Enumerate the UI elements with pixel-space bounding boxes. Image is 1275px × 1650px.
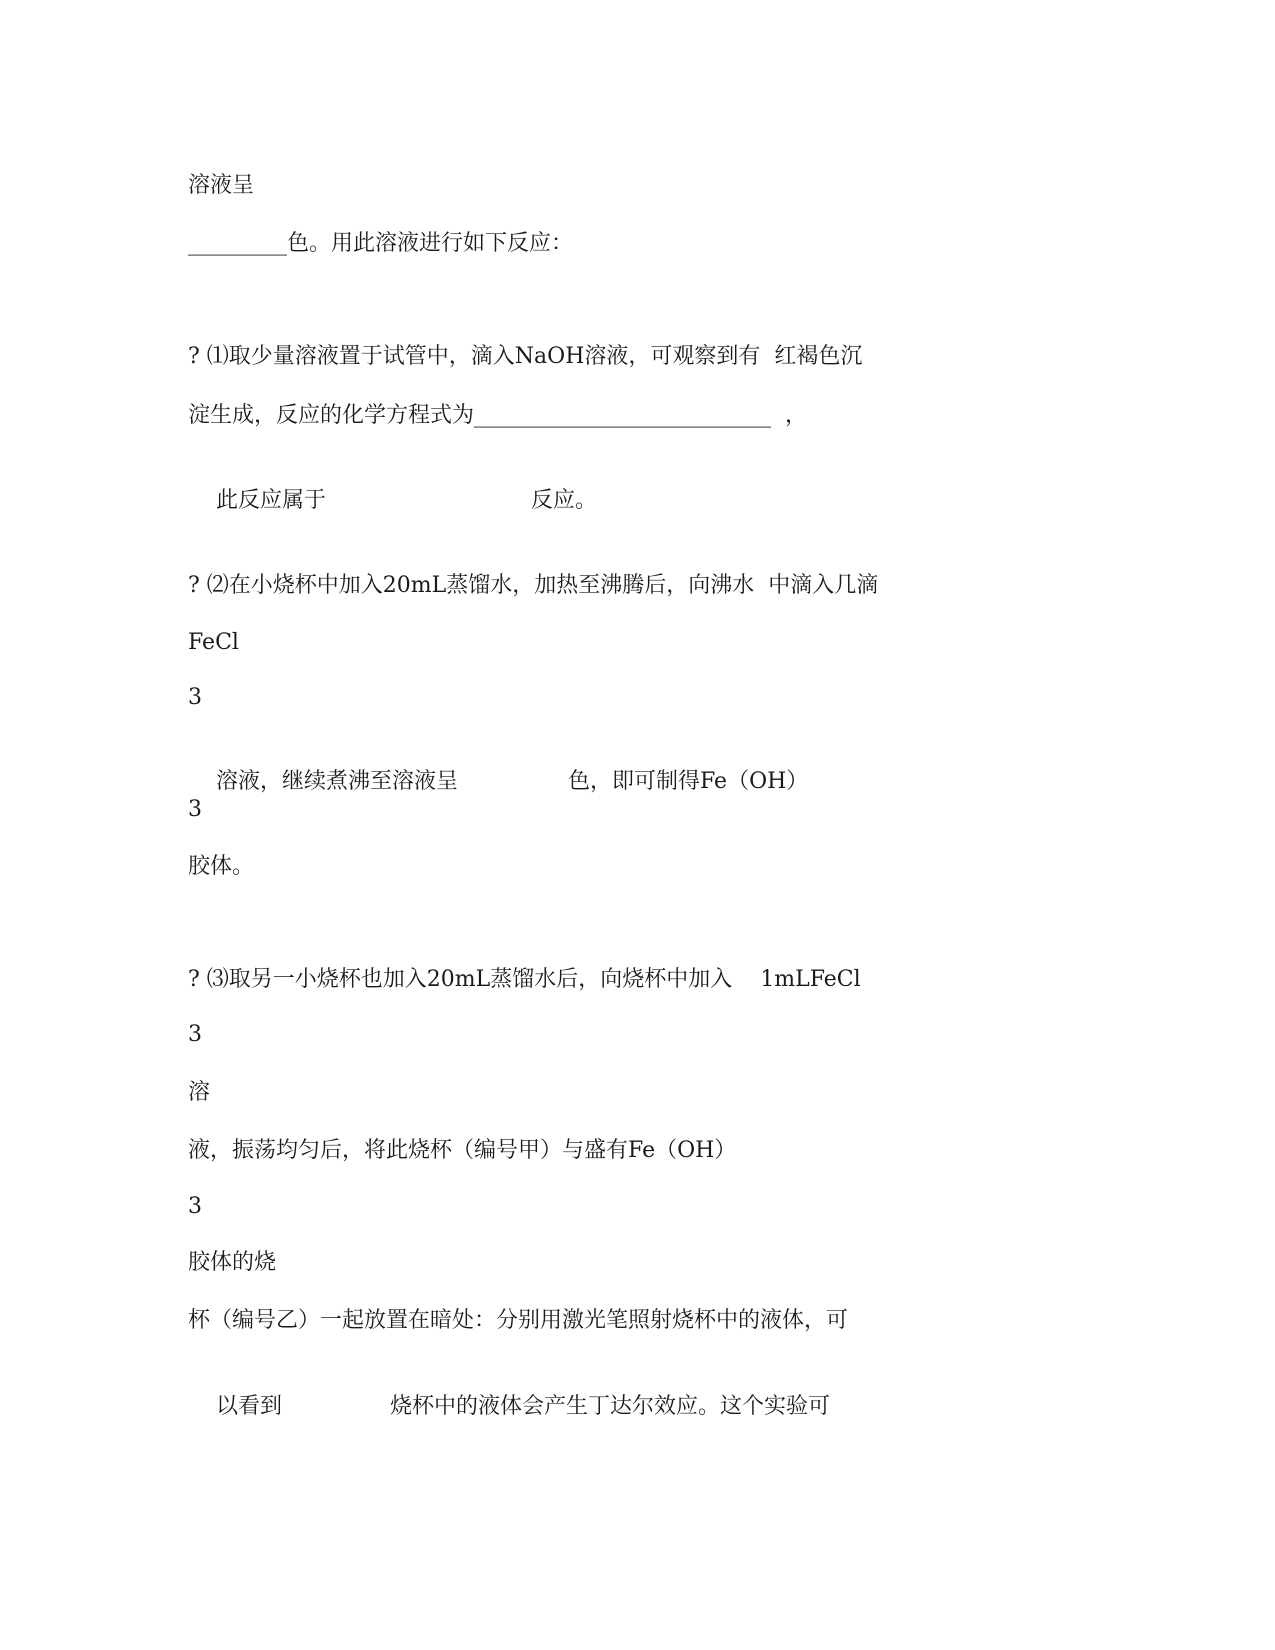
question-3-line-4: 胶体的烧: [188, 1250, 277, 1275]
question-1-line-2: 淀生成，反应的化学方程式为___________________________ ，: [188, 403, 807, 428]
question-2-line-2: FeCl: [188, 630, 239, 655]
text-segment: 此反应属于: [215, 488, 326, 513]
question-3-subscript: 3: [188, 1022, 202, 1047]
question-3-line-5: 杯（编号乙）一起放置在暗处：分别用激光笔照射烧杯中的液体，可: [188, 1308, 849, 1333]
question-2-subscript: 3: [188, 797, 202, 822]
text-line-2: _________色。用此溶液进行如下反应：: [188, 231, 574, 256]
text-segment: 溶液，继续煮沸至溶液呈: [215, 769, 458, 794]
question-2-line-3: [188, 740, 808, 824]
question-1-line-3: [188, 459, 597, 543]
question-3-line-3: 液，振荡均匀后，将此烧杯（编号甲）与盛有Fe（OH）: [188, 1138, 737, 1163]
question-2-line-1: ? ⑵在小烧杯中加入20mL蒸馏水，加热至沸腾后，向沸水 中滴入几滴: [188, 573, 879, 598]
text-segment: 反应。: [531, 488, 598, 513]
question-3-subscript: 3: [188, 1194, 202, 1219]
question-1-line-1: ? ⑴取少量溶液置于试管中，滴入NaOH溶液，可观察到有 红褐色沉: [188, 344, 863, 369]
question-3-line-1: ? ⑶取另一小烧杯也加入20mL蒸馏水后，向烧杯中加入 1mLFeCl: [188, 967, 861, 992]
question-3-line-2: 溶: [188, 1080, 211, 1105]
question-3-line-6: [188, 1365, 830, 1449]
text-segment: 以看到: [215, 1394, 282, 1419]
text-line-1: 溶液呈: [188, 173, 255, 198]
text-segment: 烧杯中的液体会产生丁达尔效应。这个实验可: [390, 1394, 831, 1419]
question-2-line-4: 胶体。: [188, 854, 255, 879]
text-segment: 色，即可制得Fe（OH）: [568, 769, 809, 794]
question-2-subscript: 3: [188, 685, 202, 710]
